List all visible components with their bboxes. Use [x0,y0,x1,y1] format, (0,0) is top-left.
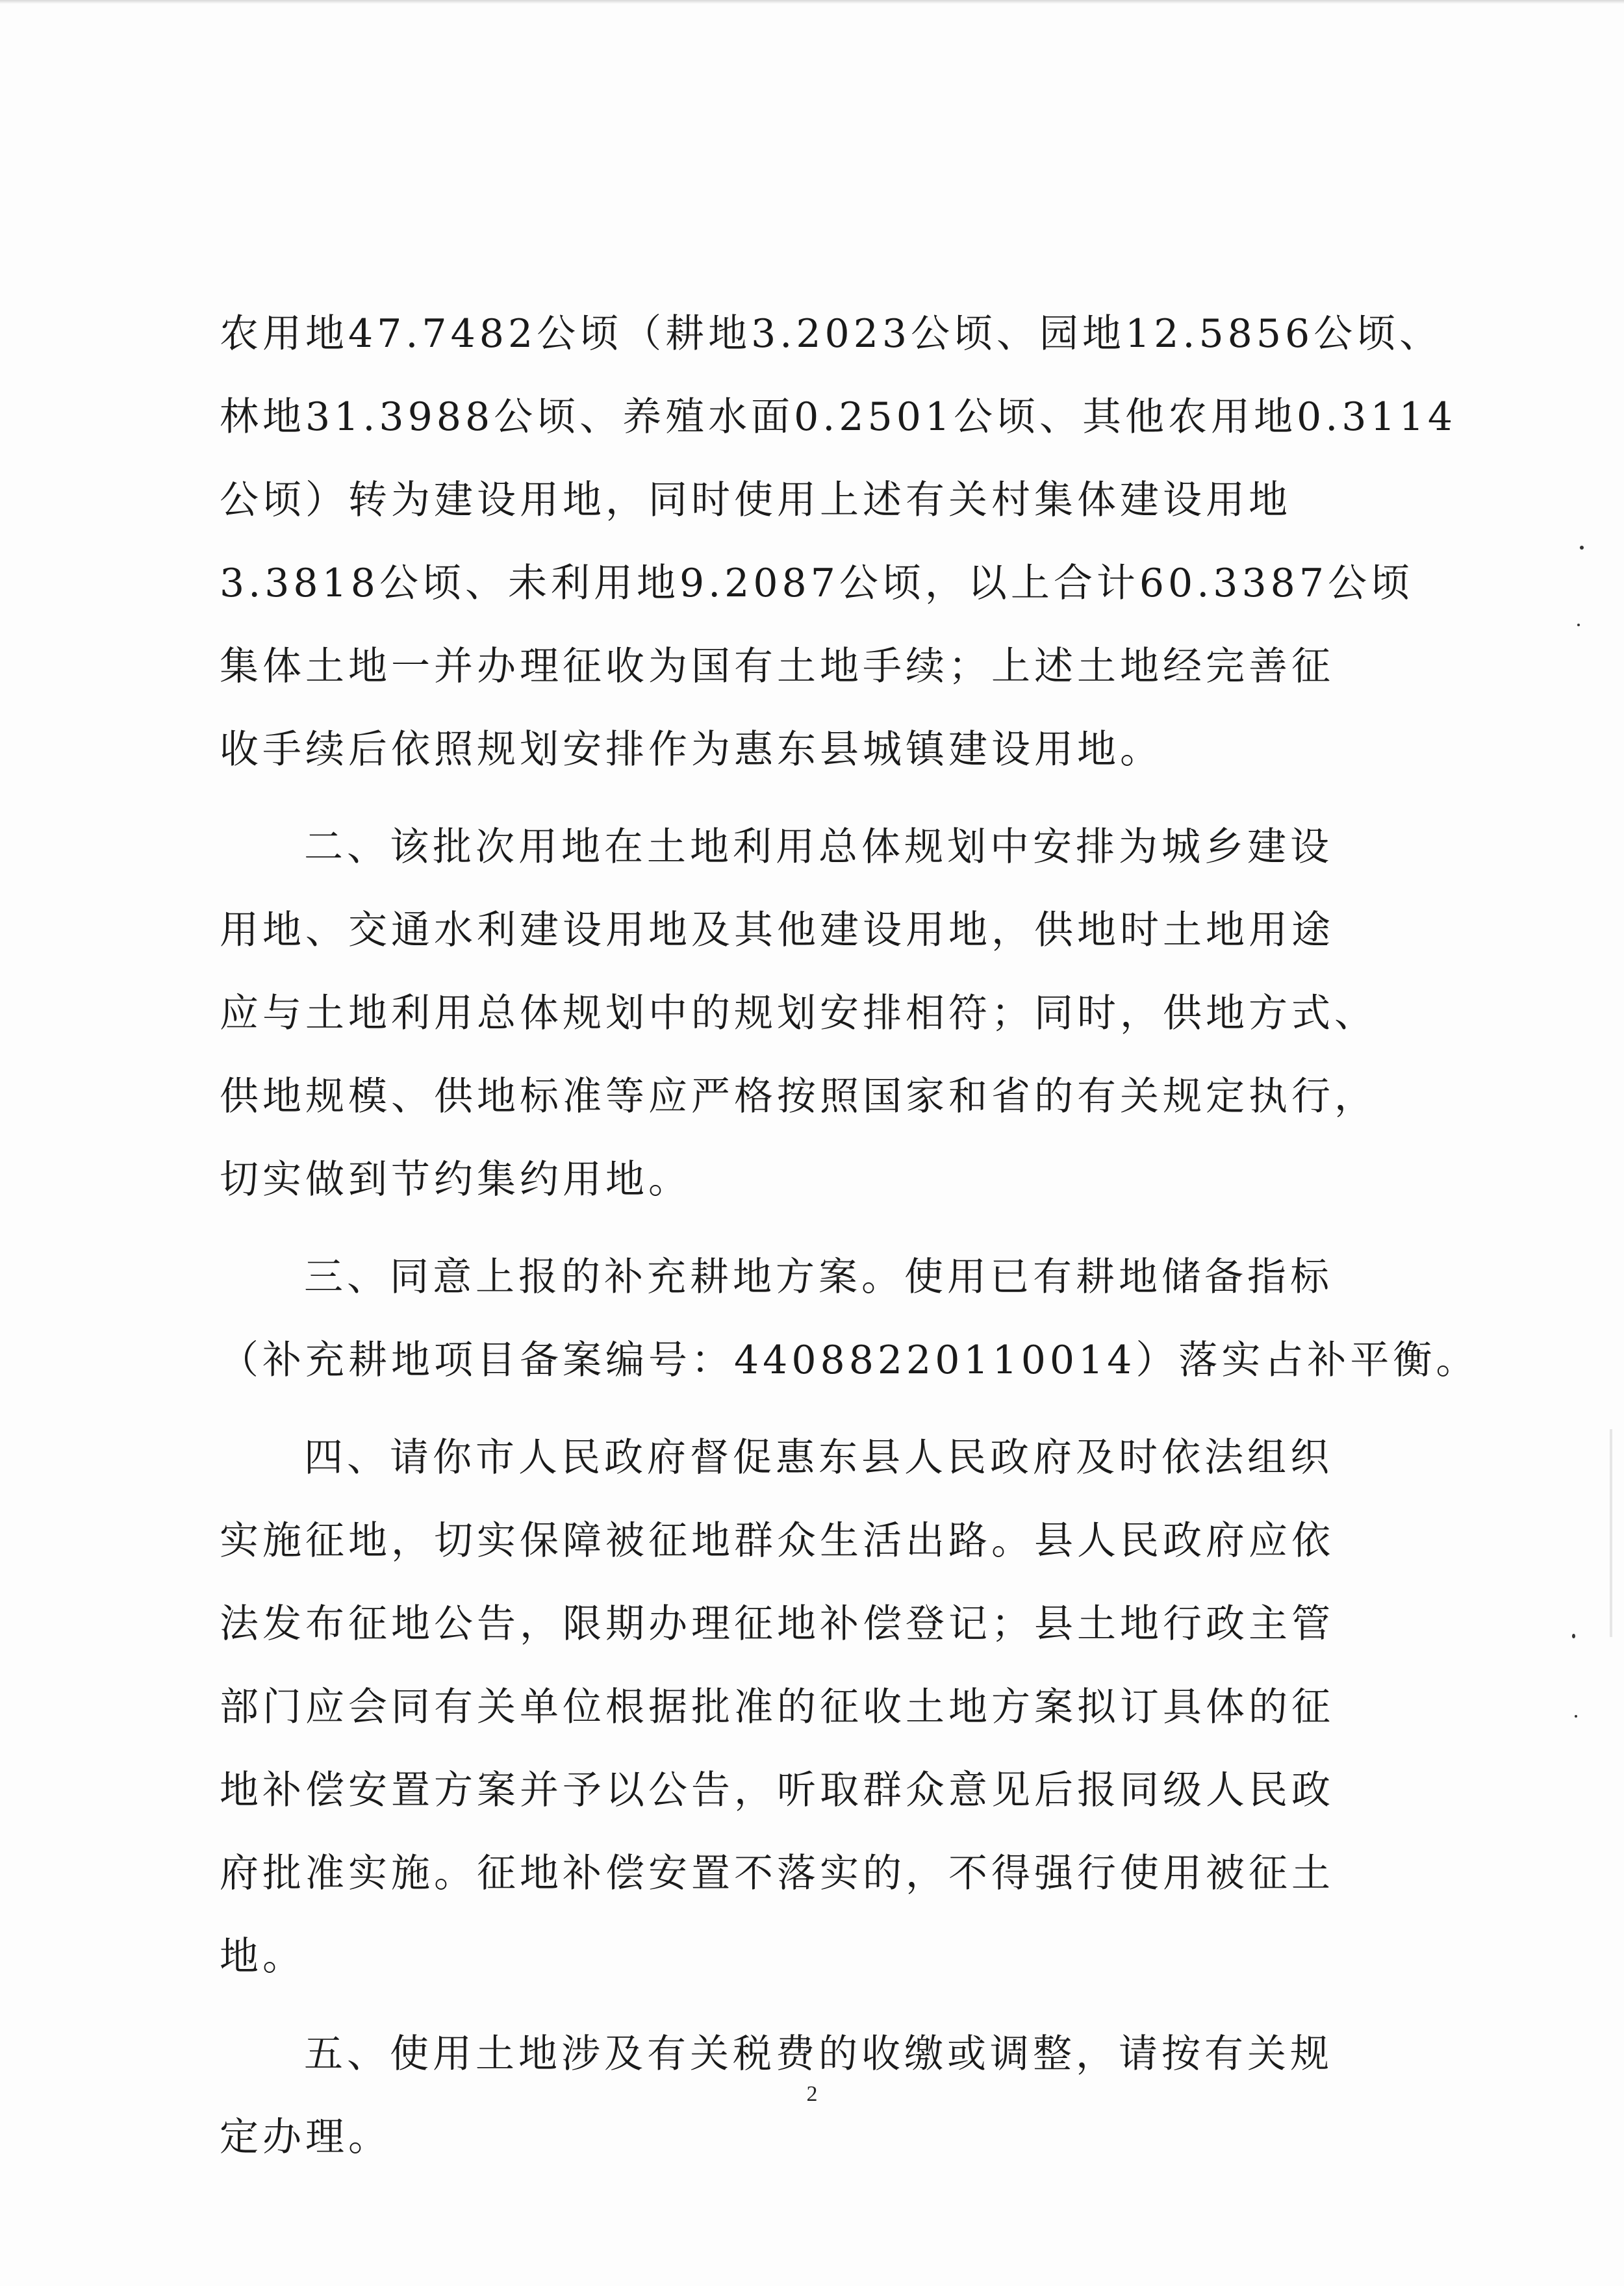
text-line: 3.3818公顷、未利用地9.2087公顷，以上合计60.3387公顷 [220,561,1414,606]
document-body [220,292,1479,2179]
text-line: 四、请你市人民政府督促惠东县人民政府及时依法组织 [304,1435,1333,1480]
text-line: 五、使用土地涉及有关税费的收缴或调整，请按有关规 [304,2031,1333,2077]
scan-speck [1572,1634,1575,1638]
scan-speck [1575,1715,1577,1718]
text-line: 府批准实施。征地补偿安置不落实的，不得强行使用被征土 [220,1851,1334,1896]
scan-top-edge [0,0,1624,4]
text-line: 应与土地利用总体规划中的规划安排相符；同时，供地方式、 [220,991,1377,1036]
text-line: （补充耕地项目备案编号：44088220110014）落实占补平衡。 [220,1338,1479,1383]
scan-edge-shadow [1610,1429,1612,1637]
paragraph-gap [220,1998,1428,2013]
text-line: 法发布征地公告，限期办理征地补偿登记；县土地行政主管 [220,1601,1334,1647]
paragraph-continuation [220,292,1456,791]
text-line: 切实做到节约集约用地。 [220,1157,691,1202]
scan-speck [1580,546,1584,550]
text-line: 林地31.3988公顷、养殖水面0.2501公顷、其他农用地0.3114 [220,394,1456,440]
scan-speck [1577,624,1580,626]
text-line: 供地规模、供地标准等应严格按照国家和省的有关规定执行， [220,1074,1377,1119]
paragraph-gap [220,791,1428,806]
text-line: 部门应会同有关单位根据批准的征收土地方案拟订具体的征 [220,1684,1334,1730]
paragraph-item-2 [220,806,1428,1221]
text-line: 实施征地，切实保障被征地群众生活出路。县人民政府应依 [220,1518,1334,1564]
text-line: 二、该批次用地在土地利用总体规划中安排为城乡建设 [304,824,1333,870]
paragraph-gap [220,1221,1428,1236]
text-line: 定办理。 [220,2115,391,2160]
paragraph-gap [220,1402,1428,1416]
text-line: 集体土地一并办理征收为国有土地手续；上述土地经完善征 [220,644,1334,689]
page-number: 2 [806,2082,818,2106]
text-line: 三、同意上报的补充耕地方案。使用已有耕地储备指标 [304,1254,1333,1300]
text-line: 收手续后依照规划安排作为惠东县城镇建设用地。 [220,727,1163,772]
text-line: 地。 [220,1934,305,1979]
paragraph-item-4 [220,1416,1428,1998]
paragraph-item-3 [220,1236,1479,1402]
text-line: 用地、交通水利建设用地及其他建设用地，供地时土地用途 [220,908,1334,953]
text-line: 地补偿安置方案并予以公告，听取群众意见后报同级人民政 [220,1768,1334,1813]
text-line: 农用地47.7482公顷（耕地3.2023公顷、园地12.5856公顷、 [220,311,1443,357]
text-line: 公顷）转为建设用地，同时使用上述有关村集体建设用地 [220,477,1291,523]
